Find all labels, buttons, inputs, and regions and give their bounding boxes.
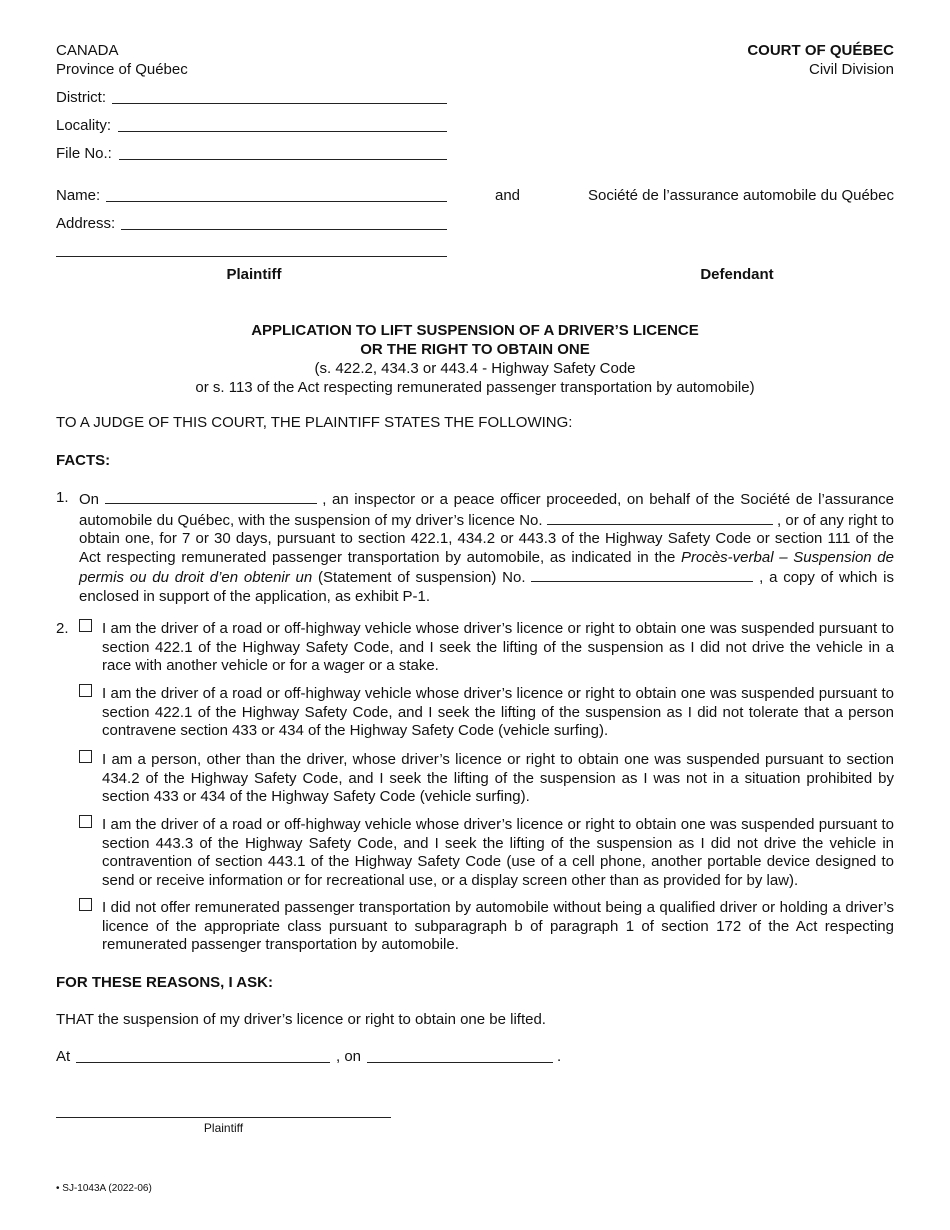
title-line-2: OR THE RIGHT TO OBTAIN ONE [360, 341, 590, 358]
name-label: Name: [56, 187, 101, 204]
fact-1-italic: Procès-verbal – Suspension de permis ou du droit d’en obtenir un [79, 548, 894, 587]
reasons-heading: FOR THESE REASONS, I ASK: [56, 974, 273, 991]
suspension-date-field[interactable] [105, 489, 317, 504]
plaintiff-signature-label: Plaintiff [203, 1121, 244, 1135]
period: . [557, 1048, 562, 1065]
fact-1-part-1: , an inspector or a peace officer proceeded, on behalf of the Société de l’assurance automobile du Québec, with the suspension of my driver’s licence No. [79, 491, 895, 529]
fact-1-part-3: (Statement of suspension) No. [318, 569, 526, 587]
at-label: At [56, 1048, 71, 1065]
fact-1-on: On [79, 491, 100, 508]
name-field[interactable] [106, 201, 447, 202]
licence-number-field[interactable] [547, 510, 773, 525]
place-field[interactable] [76, 1062, 330, 1063]
option-5-checkbox[interactable] [79, 898, 92, 911]
facts-heading: FACTS: [56, 452, 111, 469]
option-2-checkbox[interactable] [79, 684, 92, 697]
title-line-1: APPLICATION TO LIFT SUSPENSION OF A DRIVER’S LICENCE [251, 322, 699, 339]
locality-field[interactable] [118, 131, 447, 132]
fact-2-number: 2. [56, 620, 69, 637]
statement-number-field[interactable] [531, 567, 753, 582]
fact-1-part-4: , a copy of which is enclosed in support of the application, as exhibit P-1. [79, 569, 894, 605]
intro-statement: TO A JUDGE OF THIS COURT, THE PLAINTIFF STATES THE FOLLOWING: [56, 414, 573, 431]
request-statement: THAT the suspension of my driver’s licence or right to obtain one be lifted. [56, 1011, 546, 1028]
plaintiff-signature-field[interactable] [56, 1117, 391, 1118]
province-label: Province of Québec [56, 61, 188, 78]
country-label: CANADA [56, 42, 119, 59]
fact-1-part-2: , or of any right to obtain one, for 7 or 30 days, pursuant to section 422.1, 434.2 or 443.3 of the Highway Safety Code or section 111 of the Act respecting remunerated passenger transportation by automobile, as indicated in the [79, 511, 895, 566]
option-3-checkbox[interactable] [79, 750, 92, 763]
on-label: , on [336, 1048, 362, 1065]
defendant-name: Société de l’assurance automobile du Québec [587, 187, 894, 204]
court-name: COURT OF QUÉBEC [747, 42, 894, 59]
option-4-text: I am the driver of a road or off-highway vehicle whose driver’s licence or right to obtain one was suspended pursuant to section 443.3 of the Highway Safety Code, and I seek the lifting of the suspension as I did not drive the vehicle in contravention of section 443.1 of the Highway Safety Code (use of a cell phone, another portable device designed to send or receive information or for recreational use, or a display screen other than as provided for by law). [102, 816, 894, 889]
fact-1-number: 1. [56, 489, 69, 506]
date-field[interactable] [367, 1062, 553, 1063]
option-3-text: I am a person, other than the driver, whose driver’s licence or right to obtain one was suspended pursuant to section 434.2 of the Highway Safety Code, and I seek the lifting of the suspension as I was not in a situation prohibited by section 433 or 434 of the Highway Safety Code (vehicle surfing). [102, 751, 894, 806]
address-field-line-2[interactable] [56, 256, 447, 257]
file-no-label: File No.: [56, 145, 112, 162]
title-line-4: or s. 113 of the Act respecting remunerated passenger transportation by automobile) [195, 379, 755, 396]
address-field[interactable] [121, 229, 447, 230]
option-1-checkbox[interactable] [79, 619, 92, 632]
plaintiff-role-label: Plaintiff [226, 266, 282, 283]
option-2-text: I am the driver of a road or off-highway vehicle whose driver’s licence or right to obtain one was suspended pursuant to section 422.1 of the Highway Safety Code, and I seek the lifting of the suspension as I did not tolerate that a person contravene section 433 or 434 of the Highway Safety Code (vehicle surfing). [102, 685, 894, 740]
file-no-field[interactable] [119, 159, 447, 160]
form-code: • SJ-1043A (2022-06) [56, 1183, 152, 1194]
address-label: Address: [56, 215, 116, 232]
district-field[interactable] [112, 103, 447, 104]
option-1-text: I am the driver of a road or off-highway vehicle whose driver’s licence or right to obtain one was suspended pursuant to section 422.1 of the Highway Safety Code, and I seek the lifting of the suspension as I did not drive the vehicle in a race with another vehicle or for a wager or a stake. [102, 620, 894, 675]
option-5-text: I did not offer remunerated passenger transportation by automobile without being a qualified driver or holding a driver’s licence of the appropriate class pursuant to subparagraph b of paragraph 1 of section 172 of the Act respecting remunerated passenger transportation by automobile. [102, 899, 894, 954]
defendant-role-label: Defendant [700, 266, 774, 283]
locality-label: Locality: [56, 117, 112, 134]
division-label: Civil Division [808, 61, 894, 78]
option-4-checkbox[interactable] [79, 815, 92, 828]
district-label: District: [56, 89, 106, 106]
document-title [56, 321, 894, 397]
fact-1-paragraph [79, 489, 894, 607]
title-line-3: (s. 422.2, 434.3 or 443.4 - Highway Safety Code [314, 360, 636, 377]
and-label: and [495, 187, 521, 204]
